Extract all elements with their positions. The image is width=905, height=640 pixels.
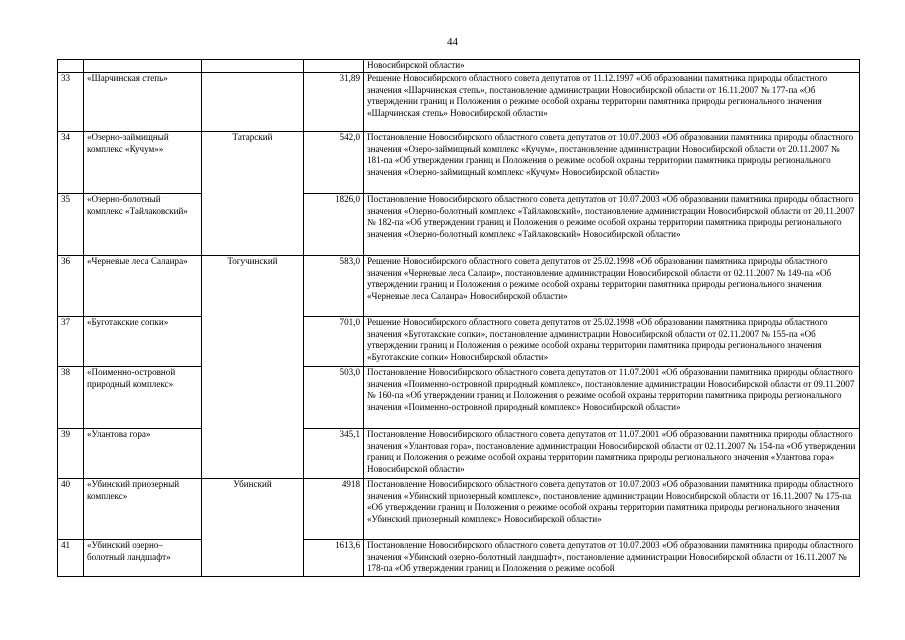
table-row — [58, 255, 860, 316]
table-row — [58, 366, 860, 428]
monument-name: «Черневые леса Салаира» — [84, 255, 202, 316]
legal-basis: Решение Новосибирского областного совета депутатов от 25.02.1998 «Об образовании памятника природы областного значения «Буготакские сопки», постановление администрации Новосибирской области от 02.11.2007 № 155-па «Об утверждении границ и Положения о режиме особой охраны территории памятника природы регионального значения «Буготакские сопки» Новосибирской области» — [364, 316, 860, 366]
area-value: 701,0 — [304, 316, 364, 366]
row-number: 38 — [58, 366, 84, 428]
table-row — [58, 72, 860, 131]
area-value: 503,0 — [304, 366, 364, 428]
row-number: 36 — [58, 255, 84, 316]
row-number: 39 — [58, 428, 84, 478]
legal-basis: Постановление Новосибирского областного совета депутатов от 10.07.2003 «Об образовании памятника природы областного значения «Убинский озерно-болотный ландшафт», постановление администрации Новосибирской области от 16.11.2007 № 178-па «Об утверждении границ и Положения о режиме особой — [364, 539, 860, 576]
area-value: 583,0 — [304, 255, 364, 316]
legal-basis: Постановление Новосибирского областного совета депутатов от 10.07.2003 «Об образовании памятника природы областного значения «Озеро-займищный комплекс «Кучум», постановление администрации Новосибирской области от 20.11.2007 № 181-па «Об утверждении границ и Положения о режиме особой охраны территории памятника природы регионального значения «Озерно-займищный комплекс «Кучум» Новосибирской области» — [364, 131, 860, 193]
row-number: 33 — [58, 72, 84, 131]
row-number: 40 — [58, 478, 84, 539]
table-row — [58, 316, 860, 366]
district-name: Убинский — [202, 478, 304, 576]
table-row — [58, 539, 860, 576]
monument-name: «Озерно-займищный комплекс «Кучум»» — [84, 131, 202, 193]
table-row — [58, 131, 860, 193]
table-row — [58, 193, 860, 255]
area-value: 31,89 — [304, 72, 364, 131]
district-cell-empty — [202, 72, 304, 131]
legal-basis: Постановление Новосибирского областного совета депутатов от 11.07.2001 «Об образовании памятника природы областного значения «Улантовая гора», постановление администрации Новосибирской области от 02.11.2007 № 154-па «Об утверждении границ и Положения о режиме особой охраны территории памятника природы регионального значения «Улантова гора» Новосибирской области» — [364, 428, 860, 478]
monument-name: «Убинский озерно–болотный ландшафт» — [84, 539, 202, 576]
district-name: Тогучинский — [202, 255, 304, 478]
area-value: 542,0 — [304, 131, 364, 193]
cell-name — [84, 60, 202, 73]
area-value: 1826,0 — [304, 193, 364, 255]
table-row — [58, 428, 860, 478]
continuation-row — [58, 60, 860, 73]
area-value: 1613,6 — [304, 539, 364, 576]
cell-district — [202, 60, 304, 73]
monument-name: «Поименно-островной природный комплекс» — [84, 366, 202, 428]
monument-name: «Буготакские сопки» — [84, 316, 202, 366]
legal-basis: Решение Новосибирского областного совета депутатов от 25.02.1998 «Об образовании памятника природы областного значения «Черневые леса Салаир», постановление администрации Новосибирской области от 02.11.2007 № 149-па «Об утверждении границ и Положения о режиме особой охраны территории памятника природы регионального значения «Черневые леса Салаира» Новосибирской области» — [364, 255, 860, 316]
row-number: 41 — [58, 539, 84, 576]
continuation-doc-cell: Новосибирской области» — [364, 60, 860, 73]
page-number: 44 — [447, 36, 458, 48]
row-number: 35 — [58, 193, 84, 255]
legal-basis: Решение Новосибирского областного совета депутатов от 11.12.1997 «Об образовании памятника природы областного значения «Шарчинская степь», постановление администрации Новосибирской области от 16.11.2007 № 177-па «Об утверждении границ и Положения о режиме особой охраны территории памятника природы регионального значения «Шарчинская степь» Новосибирской области» — [364, 72, 860, 131]
cell-num — [58, 60, 84, 73]
district-name: Татарский — [202, 131, 304, 255]
area-value: 4918 — [304, 478, 364, 539]
legal-basis: Постановление Новосибирского областного совета депутатов от 11.07.2001 «Об образовании памятника природы областного значения «Поименно-островной природный комплекс», постановление администрации Новосибирской области от 09.11.2007 № 160-па «Об утверждении границ и Положения о режиме особой охраны территории памятника природы регионального значения «Поименно-островной природный комплекс» Новосибирской области» — [364, 366, 860, 428]
natural-monuments-table — [57, 59, 860, 577]
legal-basis: Постановление Новосибирского областного совета депутатов от 10.07.2003 «Об образовании памятника природы областного значения «Убинский приозерный комплекс», постановление администрации Новосибирской области от 16.11.2007 № 175-па «Об утверждении границ и Положения о режиме особой охраны территории памятника природы регионального значения «Убинский приозерный комплекс» Новосибирской области» — [364, 478, 860, 539]
monument-name: «Улантова гора» — [84, 428, 202, 478]
monument-name: «Озерно-болотный комплекс «Тайлаковский» — [84, 193, 202, 255]
area-value: 345,1 — [304, 428, 364, 478]
monument-name: «Убинский приозерный комплекс» — [84, 478, 202, 539]
row-number: 34 — [58, 131, 84, 193]
cell-area — [304, 60, 364, 73]
monument-name: «Шарчинская степь» — [84, 72, 202, 131]
legal-basis: Постановление Новосибирского областного совета депутатов от 10.07.2003 «Об образовании памятника природы областного значения «Озерно-болотный комплекс «Тайлаковский», постановление администрации Новосибирской области от 20.11.2007 № 182-па «Об утверждении границ и Положения о режиме особой охраны территории памятника природы регионального значения «Озерно-болотный комплекс «Тайлаковский» Новосибирской области» — [364, 193, 860, 255]
table-row — [58, 478, 860, 539]
row-number: 37 — [58, 316, 84, 366]
